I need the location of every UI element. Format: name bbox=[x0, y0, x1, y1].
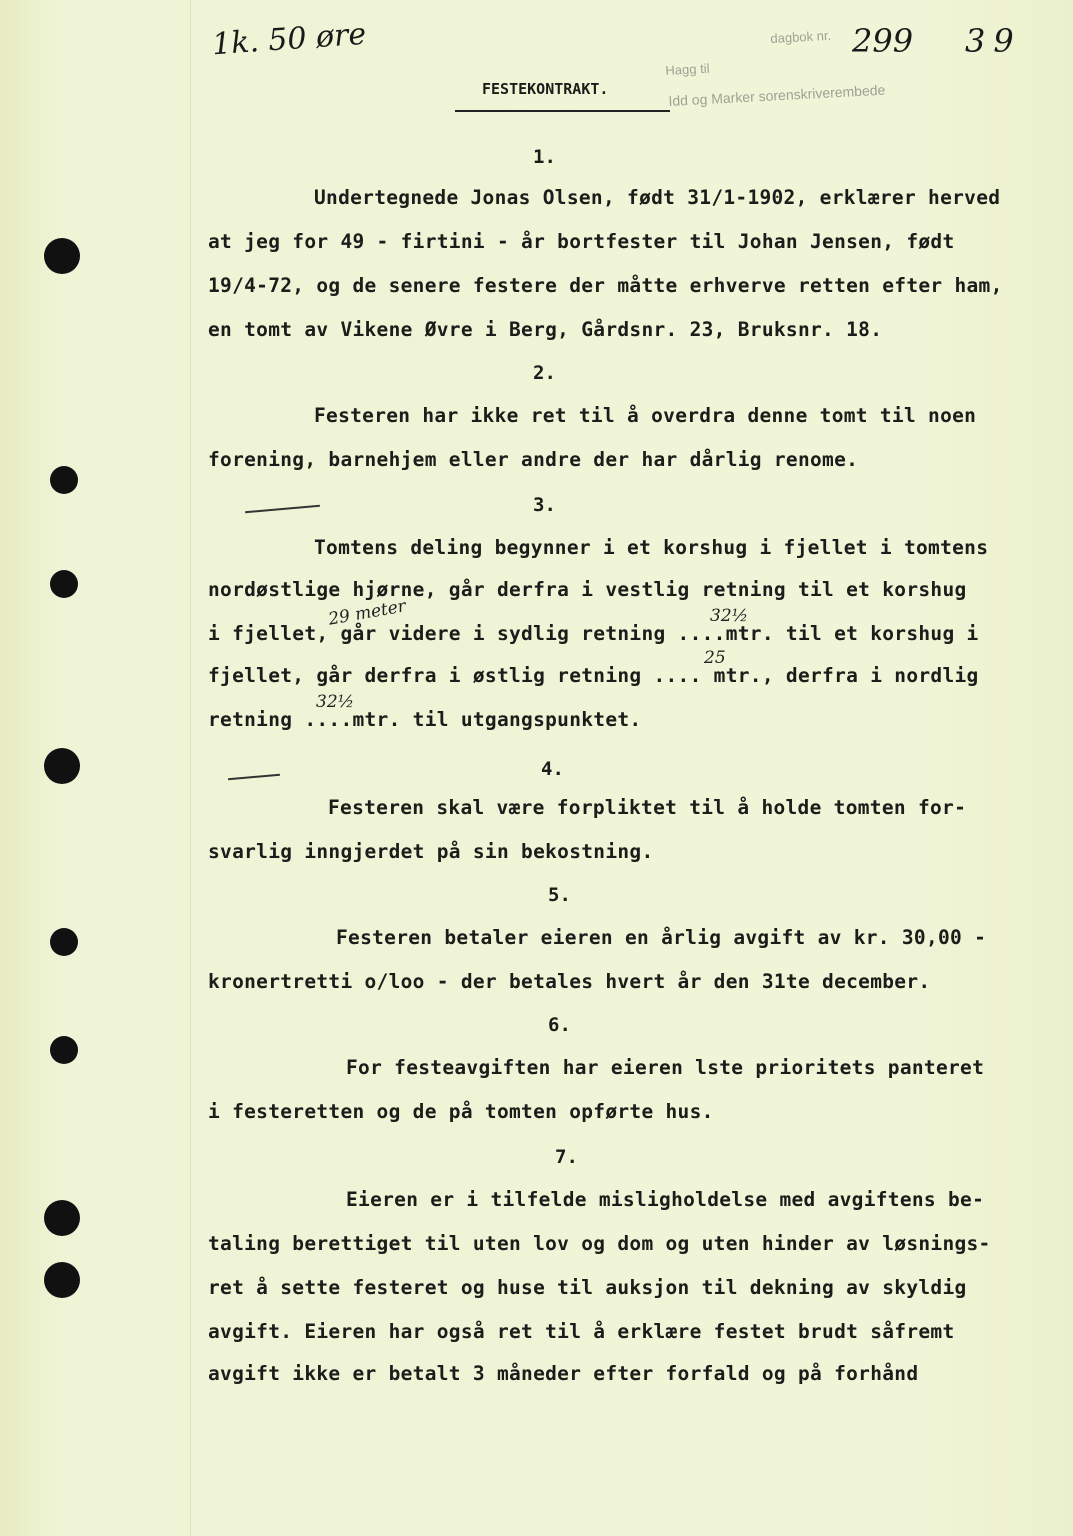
punch-hole bbox=[44, 1262, 80, 1298]
punch-hole bbox=[50, 1036, 78, 1064]
section-number: 2. bbox=[533, 362, 556, 384]
stamp-hagg: Hagg til bbox=[665, 60, 710, 78]
text-line: ret å sette festeret og huse til auksjon til dekning av skyldig bbox=[208, 1276, 967, 1299]
punch-hole bbox=[50, 570, 78, 598]
handwritten-journal-number: 299 bbox=[852, 22, 914, 60]
text-line: en tomt av Vikene Øvre i Berg, Gårdsnr. 23, Bruksnr. 18. bbox=[208, 318, 883, 341]
margin-dash bbox=[245, 505, 320, 514]
text-line: forening, barnehjem eller andre der har dårlig renome. bbox=[208, 448, 859, 471]
punch-hole bbox=[50, 466, 78, 494]
text-line: fjellet, går derfra i østlig retning .... mtr., derfra i nordlig bbox=[208, 664, 979, 687]
text-line: retning ....mtr. til utgangspunktet. bbox=[208, 708, 642, 731]
section-number: 5. bbox=[548, 884, 571, 906]
stamp-dagbok: dagbok nr. bbox=[770, 27, 832, 46]
text-line: Eieren er i tilfelde misligholdelse med avgiftens be- bbox=[346, 1188, 985, 1211]
margin-dash bbox=[228, 774, 280, 781]
title-underline bbox=[455, 110, 670, 112]
punch-hole bbox=[50, 928, 78, 956]
text-line: Festeren har ikke ret til å overdra denne tomt til noen bbox=[314, 404, 977, 427]
text-line: svarlig inngjerdet på sin bekostning. bbox=[208, 840, 654, 863]
text-line: at jeg for 49 - firtini - år bortfester til Johan Jensen, født bbox=[208, 230, 955, 253]
text-line: Festeren skal være forpliktet til å holde tomten for- bbox=[328, 796, 967, 819]
stamp-office: Idd og Marker sorenskriverembede bbox=[668, 81, 886, 109]
handwritten-fee: 1k. 50 øre bbox=[210, 16, 368, 63]
text-line: kronertretti o/loo - der betales hvert år den 31te december. bbox=[208, 970, 931, 993]
text-line: 19/4-72, og de senere festere der måtte erhverve retten efter ham, bbox=[208, 274, 1003, 297]
text-line: i festeretten og de på tomten opførte hus. bbox=[208, 1100, 714, 1123]
section-number: 1. bbox=[533, 146, 556, 168]
section-number: 7. bbox=[555, 1146, 578, 1168]
insertion-south-length: 32½ bbox=[710, 606, 749, 626]
text-line: i fjellet, går videre i sydlig retning ....mtr. til et korshug i bbox=[208, 622, 979, 645]
document-title: FESTEKONTRAKT. bbox=[482, 80, 609, 98]
text-line: taling berettiget til uten lov og dom og uten hinder av løsnings- bbox=[208, 1232, 991, 1255]
section-number: 4. bbox=[541, 758, 564, 780]
text-line: For festeavgiften har eieren lste prioritets panteret bbox=[346, 1056, 985, 1079]
insertion-east-length: 25 bbox=[704, 648, 726, 668]
text-line: avgift. Eieren har også ret til å erklære festet brudt såfremt bbox=[208, 1320, 955, 1343]
text-line: avgift ikke er betalt 3 måneder efter forfald og på forhånd bbox=[208, 1362, 919, 1385]
punch-hole bbox=[44, 1200, 80, 1236]
text-line: Tomtens deling begynner i et korshug i fjellet i tomtens bbox=[314, 536, 989, 559]
punch-hole bbox=[44, 238, 80, 274]
insertion-west-length: 29 meter bbox=[326, 596, 408, 630]
margin-rule bbox=[190, 0, 191, 1536]
text-line: nordøstlige hjørne, går derfra i vestlig retning til et korshug bbox=[208, 578, 967, 601]
text-line: Festeren betaler eieren en årlig avgift av kr. 30,00 - bbox=[336, 926, 987, 949]
insertion-north-length: 32½ bbox=[316, 692, 355, 712]
handwritten-year: 39 bbox=[965, 22, 1022, 60]
section-number: 6. bbox=[548, 1014, 571, 1036]
punch-hole bbox=[44, 748, 80, 784]
text-line: Undertegnede Jonas Olsen, født 31/1-1902, erklærer herved bbox=[314, 186, 1001, 209]
section-number: 3. bbox=[533, 494, 556, 516]
